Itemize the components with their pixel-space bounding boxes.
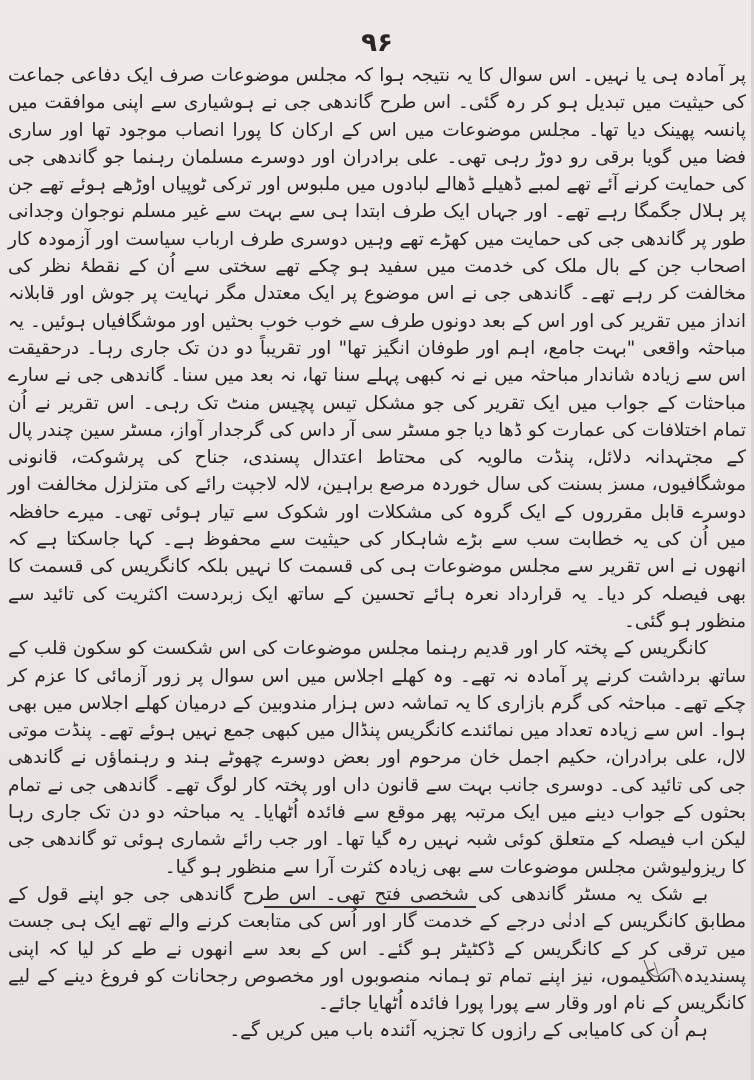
paragraph-1: پر آمادہ ہی یا نہیں۔ اس سوال کا یہ نتیجہ ہوا کہ مجلس موضوعات صرف ایک دفاعی جماعت کی حیثیت میں تبدیل ہو کر رہ گئی۔ اس طرح گاندھی جی نے ہوشیاری سے اپنی موافقت میں پانسہ پھینک دیا تھا۔ مجلس موضوعات میں اس کے ارکان کا پورا انصاب موجود تھا اور ساری فضا میں گویا برقی رو دوڑ رہی تھی۔ علی برادران اور دوسرے مسلمان رہنما جو گاندھی جی کی حمایت کرنے آئے تھے لمبے ڈھیلے ڈھالے لبادوں میں ملبوس اور ترکی ٹوپیاں اوڑھے ہوئے تھے جن پر ہلال جگمگا رہے تھے۔ اور جہاں ایک طرف ابتدا ہی سے بہت سے غیر مسلم نوجوان وجدانی طور پر گاندھی جی کی حمایت میں کھڑے تھے وہیں دوسری طرف ارباب سیاست اور آزمودہ کار اصحاب جن کے بال ملک کی خدمت میں سفید ہو چکے تھے سختی سے اُن کے نقطۂ نظر کی مخالفت کر رہے تھے۔ گاندھی جی نے اس موضوع پر ایک معتدل مگر نہایت پر جوش اور قابلانہ انداز میں تقریر کی اور اس کے بعد دونوں طرف سے خوب خوب بحثیں اور موشگافیاں ہوئیں۔ یہ مباحثہ واقعی "بہت جامع، اہم اور طوفان انگیز تھا" اور تقریباً دو دن تک جاری رہا۔ درحقیقت اس سے زیادہ شاندار مباحثہ میں نے نہ کبھی پہلے سنا تھا، نہ بعد میں سنا۔ گاندھی جی نے سارے مباحثات کے جواب میں ایک تقریر کی جو مشکل تیس پچیس منٹ تک رہی۔ اس تقریر نے اُن تمام اختلافات کی عمارت کو ڈھا دیا جو مسٹر سی آر داس کی گرجدار آواز، مسٹر سین چندر پال کے مجتہدانہ دلائل، پنڈت مالویہ کی محتاط اعتدال پسندی، جناح کی پرشوکت، قانونی موشگافیوں، مسز بسنت کی سال خوردہ مرصع براہین، لالہ لاجپت رائے کی متزلزل مخالفت اور دوسرے قابل مقرروں کے ایک گروہ کی مشکلات اور شکوک سے تیار ہوئی تھی۔ میرے حافظہ میں اُن کی یہ خطابت سب سے بڑے شاہکار کی حیثیت سے محفوظ ہے۔ کہا جاسکتا ہے کہ انھوں نے اس تقریر سے مجلس موضوعات ہی کی قسمت کا نہیں بلکہ کانگریس کی قسمت کا بھی فیصلہ کر دیا۔ یہ قرارداد نعرہ ہائے تحسین کے ساتھ ایک زبردست اکثریت کی تائید سے منظور ہو گئی۔ xyxy=(8,65,746,632)
ink-mark-icon xyxy=(640,952,684,986)
paragraph-4: ہم اُن کی کامیابی کے رازوں کا تجزیہ آئندہ باب میں کریں گے۔ xyxy=(229,1020,708,1042)
section-divider-line xyxy=(264,906,476,908)
page-number: ۹۶ xyxy=(361,28,393,58)
paragraph-3: بے شک یہ مسٹر گاندھی کی شخصی فتح تھی۔ اس طرح گاندھی جی جو اپنے قول کے مطابق کانگریس کے ادنٰی درجے کے خدمت گار اور اُس کی متابعت کرنے والے تھے ایک ہی جست میں ترقی کر کے کانگریس کے ڈکٹیٹر ہو گئے۔ اس کے بعد سے انھوں نے طے کر لیا کہ اپنی پسندیدہ اسکیموں، نیز اپنے تمام تو ہمانہ منصوبوں اور مخصوص رجحانات کو فروغ دینے کے لیے کانگریس کے نام اور وقار سے پورا پورا فائدہ اُٹھایا جائے۔ xyxy=(8,883,746,1015)
paragraph-2: کانگریس کے پختہ کار اور قدیم رہنما مجلس موضوعات کی اس شکست کو سکون قلب کے ساتھ برداشت کرنے پر آمادہ نہ تھے۔ وہ کھلے اجلاس میں اس سوال پر زور آزمائی کا عزم کر چکے تھے۔ مباحثہ کی گرم بازاری کا یہ تماشہ دس ہزار مندوبین کے درمیان کھلے اجلاس میں بھی ہوا۔ اس سے زیادہ تعداد میں نمائندے کانگریس پنڈال میں کبھی جمع نہیں ہوئے تھے۔ پنڈت موتی لال، علی برادران، حکیم اجمل خان مرحوم اور بعض دوسرے چھوٹے ہند و رہنماؤں نے گاندھی جی کی تائید کی۔ دوسری جانب بہت سے قانون داں اور پختہ کار لوگ تھے۔ گاندھی جی نے تمام بحثوں کے جواب دینے میں ایک مرتبہ پھر موقع سے فائدہ اُٹھایا۔ یہ مباحثہ دو دن تک جاری رہا لیکن اب فیصلہ کے متعلق کوئی شبہ نہیں رہ گیا تھا۔ اور جب رائے شماری ہوئی تو گاندھی جی کا ریزولیوشن مجلس موضوعات سے بھی زیادہ کثرت آرا سے منظور ہو گیا۔ xyxy=(8,638,746,878)
body-text xyxy=(8,62,746,1045)
